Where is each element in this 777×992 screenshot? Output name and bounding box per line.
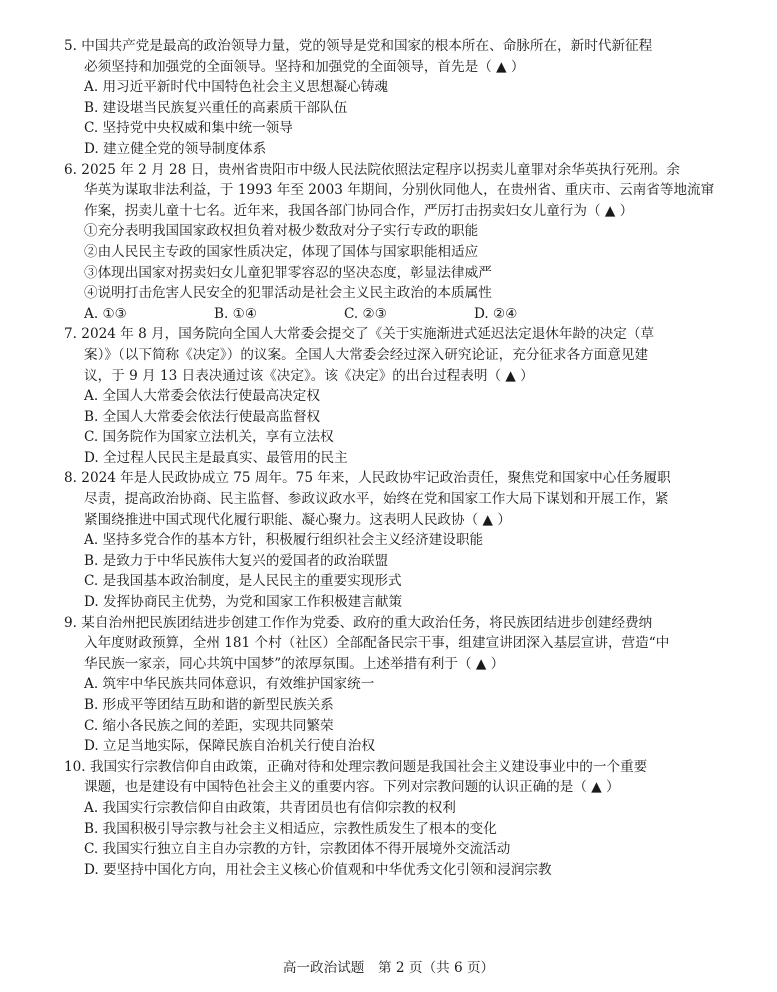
page-footer: 高一政治试题 第 2 页（共 6 页）	[282, 960, 495, 976]
option-b: B. 我国积极引导宗教与社会主义相适应，宗教性质发生了根本的变化	[84, 820, 497, 837]
question-8	[64, 468, 724, 612]
option-c: C. 坚持党中央权威和集中统一领导	[84, 120, 293, 137]
option-d: D. 发挥协商民主优势，为党和国家工作积极建言献策	[84, 594, 403, 611]
question-stem-line: 入年度财政预算，全州 181 个村（社区）全部配备民宗干事，组建宣讲团深入基层宣讲，营造“中	[84, 635, 670, 652]
option-d: D. 全过程人民民主是最真实、最管用的民主	[84, 449, 348, 466]
options-row	[64, 304, 724, 325]
question-10	[64, 757, 724, 881]
option-d: D. 立足当地实际，保障民族自治机关行使自治权	[84, 738, 375, 755]
question-stem-line: 必须坚持和加强党的全面领导。坚持和加强党的全面领导，首先是（ ▲ ）	[84, 58, 525, 75]
option-c: C. 缩小各民族之间的差距，实现共同繁荣	[84, 717, 334, 734]
question-stem-line: 紧围绕推进中国式现代化履行职能、凝心聚力。这表明人民政协（ ▲ ）	[84, 511, 511, 528]
statement-4: ④说明打击危害人民安全的犯罪活动是社会主义民主政治的本质属性	[84, 285, 492, 302]
question-stem-line: 案）》（以下简称《决定》）的议案。全国人大常委会经过深入研究论证，充分征求各方面意见建	[84, 346, 649, 363]
option-a: A. ①③	[84, 305, 127, 322]
option-d: D. ②④	[474, 305, 518, 322]
option-b: B. 建设堪当民族复兴重任的高素质干部队伍	[84, 99, 348, 116]
question-stem-line: 议，于 9 月 13 日表决通过该《决定》。该《决定》的出台过程表明（ ▲ ）	[84, 367, 534, 384]
question-stem-line: 8. 2024 年是人民政协成立 75 周年。75 年来，人民政协牢记政治责任，聚焦党和国家中心任务履职	[64, 470, 671, 487]
question-stem-line: 7. 2024 年 8 月，国务院向全国人大常委会提交了《关于实施渐进式延迟法定退休年龄的决定（草	[64, 326, 655, 343]
option-a: A. 用习近平新时代中国特色社会主义思想凝心铸魂	[84, 79, 388, 96]
option-a: A. 全国人大常委会依法行使最高决定权	[84, 388, 320, 405]
question-stem-line: 6. 2025 年 2 月 28 日，贵州省贵阳市中级人民法院依照法定程序以拐卖儿童罪对余华英执行死刑。余	[64, 161, 680, 178]
question-stem-line: 10. 我国实行宗教信仰自由政策，正确对待和处理宗教问题是我国社会主义建设事业中的一个重要	[64, 758, 648, 775]
question-stem-line: 5. 中国共产党是最高的政治领导力量，党的领导是党和国家的根本所在、命脉所在，新时代新征程	[64, 38, 653, 54]
option-b: B. 是致力于中华民族伟大复兴的爱国者的政治联盟	[84, 552, 389, 569]
option-a: A. 筑牢中华民族共同体意识，有效维护国家统一	[84, 676, 375, 693]
statement-1: ①充分表明我国国家政权担负着对极少数敌对分子实行专政的职能	[84, 223, 479, 240]
option-d: D. 建立健全党的领导制度体系	[84, 140, 267, 157]
option-c: C. 是我国基本政治制度，是人民民主的重要实现形式	[84, 573, 402, 590]
question-stem-line: 华英为谋取非法利益，于 1993 年至 2003 年期间，分别伙同他人，在贵州省、重庆市、云南省等地流窜	[84, 182, 715, 199]
question-7	[64, 324, 724, 468]
question-stem-line: 尽责，提高政治协商、民主监督、参政议政水平，始终在党和国家工作大局下谋划和开展工作，紧	[84, 491, 669, 508]
question-stem-line: 课题，也是建设有中国特色社会主义的重要内容。下列对宗教问题的认识正确的是（ ▲ ）	[84, 779, 620, 796]
question-stem-line: 9. 某自治州把民族团结进步创建工作作为党委、政府的重大政治任务，将民族团结进步创建经费纳	[64, 614, 653, 631]
option-c: C. 我国实行独立自主自办宗教的方针，宗教团体不得开展境外交流活动	[84, 841, 511, 858]
option-b: B. 形成平等团结互助和谐的新型民族关系	[84, 697, 334, 713]
option-b: B. ①④	[214, 305, 258, 322]
exam-page	[64, 36, 724, 880]
question-9	[64, 613, 724, 757]
option-b: B. 全国人大常委会依法行使最高监督权	[84, 408, 321, 425]
option-d: D. 要坚持中国化方向，用社会主义核心价值观和中华优秀文化引领和浸润宗教	[84, 861, 552, 878]
option-a: A. 坚持多党合作的基本方针，积极履行组织社会主义经济建设职能	[84, 532, 484, 549]
question-6	[64, 160, 724, 325]
question-5	[64, 36, 724, 160]
statement-2: ②由人民民主专政的国家性质决定，体现了国体与国家职能相适应	[84, 243, 479, 260]
statement-3: ③体现出国家对拐卖妇女儿童犯罪零容忍的坚决态度，彰显法律威严	[84, 264, 492, 281]
option-a: A. 我国实行宗教信仰自由政策，共青团员也有信仰宗教的权利	[84, 799, 456, 816]
option-c: C. 国务院作为国家立法机关，享有立法权	[84, 429, 334, 446]
question-stem-line: 作案，拐卖儿童十七名。近年来，我国各部门协同合作，严厉打击拐卖妇女儿童行为（ ▲ ）	[84, 202, 634, 219]
option-c: C. ②③	[344, 305, 387, 322]
question-stem-line: 华民族一家亲，同心共筑中国梦”的浓厚氛围。上述举措有利于（ ▲ ）	[84, 655, 505, 672]
